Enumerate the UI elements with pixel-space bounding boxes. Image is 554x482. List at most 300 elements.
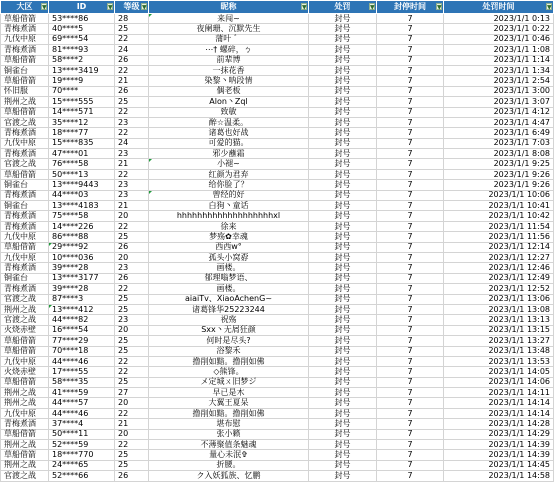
cell-level[interactable]: 22	[115, 367, 149, 377]
cell-region[interactable]: 青梅煮酒	[1, 263, 49, 273]
cell-penalty[interactable]: 封号	[309, 460, 377, 470]
cell-penalty-time[interactable]: 2023/1/1 1:34	[444, 65, 554, 75]
filter-dropdown-icon[interactable]: ▼	[108, 4, 113, 11]
cell-penalty-time[interactable]: 2023/1/1 14:11	[444, 388, 554, 398]
cell-id[interactable]: 77****29	[49, 336, 115, 346]
cell-id[interactable]: 70****	[49, 86, 115, 96]
cell-penalty-time[interactable]: 2023/1/1 9:26	[444, 169, 554, 179]
cell-id[interactable]: 52****59	[49, 440, 115, 450]
cell-region[interactable]: 铜雀台	[1, 201, 49, 211]
cell-ban-duration[interactable]: 7	[377, 14, 444, 24]
cell-penalty[interactable]: 封号	[309, 76, 377, 86]
cell-region[interactable]: 青梅煮酒	[1, 149, 49, 159]
cell-nickname[interactable]: 孤头小窝孬	[149, 252, 309, 262]
cell-level[interactable]: 27	[115, 388, 149, 398]
cell-penalty-time[interactable]: 2023/1/1 4:47	[444, 117, 554, 127]
cell-nickname[interactable]: 偶老板	[149, 86, 309, 96]
cell-nickname[interactable]: 小褪~	[149, 159, 309, 169]
cell-level[interactable]: 25	[115, 346, 149, 356]
cell-penalty[interactable]: 封号	[309, 97, 377, 107]
cell-level[interactable]: 21	[115, 76, 149, 86]
cell-nickname[interactable]: 蒲叶 ゛	[149, 34, 309, 44]
cell-id[interactable]: 16****54	[49, 325, 115, 335]
cell-ban-duration[interactable]: 7	[377, 86, 444, 96]
cell-penalty[interactable]: 封号	[309, 169, 377, 179]
cell-level[interactable]: 25	[115, 232, 149, 242]
cell-id[interactable]: 44****57	[49, 398, 115, 408]
cell-id[interactable]: 52****66	[49, 471, 115, 481]
cell-nickname[interactable]: 梦殇✿幸魂	[149, 232, 309, 242]
cell-id[interactable]: 37****4	[49, 419, 115, 429]
cell-level[interactable]: 22	[115, 65, 149, 75]
cell-penalty[interactable]: 封号	[309, 388, 377, 398]
cell-penalty[interactable]: 封号	[309, 284, 377, 294]
cell-ban-duration[interactable]: 7	[377, 304, 444, 314]
cell-penalty-time[interactable]: 2023/1/1 3:00	[444, 86, 554, 96]
cell-penalty[interactable]: 封号	[309, 336, 377, 346]
cell-level[interactable]: 25	[115, 460, 149, 470]
cell-level[interactable]: 25	[115, 304, 149, 314]
cell-penalty-time[interactable]: 2023/1/1 12:52	[444, 284, 554, 294]
cell-id[interactable]: 47****01	[49, 149, 115, 159]
cell-penalty[interactable]: 封号	[309, 377, 377, 387]
cell-ban-duration[interactable]: 7	[377, 128, 444, 138]
cell-penalty[interactable]: 封号	[309, 242, 377, 252]
cell-penalty-time[interactable]: 2023/1/1 13:27	[444, 336, 554, 346]
cell-penalty-time[interactable]: 2023/1/1 14:06	[444, 377, 554, 387]
cell-nickname[interactable]: 画楼。	[149, 284, 309, 294]
filter-dropdown-icon[interactable]: ▼	[370, 4, 375, 11]
cell-penalty[interactable]: 封号	[309, 138, 377, 148]
cell-penalty-time[interactable]: 2023/1/1 13:06	[444, 294, 554, 304]
cell-id[interactable]: 58****35	[49, 377, 115, 387]
cell-penalty[interactable]: 封号	[309, 304, 377, 314]
filter-dropdown-icon[interactable]: ▼	[142, 4, 147, 11]
cell-ban-duration[interactable]: 7	[377, 232, 444, 242]
cell-level[interactable]: 20	[115, 325, 149, 335]
cell-penalty-time[interactable]: 2023/1/1 1:14	[444, 55, 554, 65]
cell-penalty[interactable]: 封号	[309, 294, 377, 304]
cell-region[interactable]: 青梅煮酒	[1, 211, 49, 221]
cell-ban-duration[interactable]: 7	[377, 408, 444, 418]
cell-penalty-time[interactable]: 2023/1/1 12:46	[444, 263, 554, 273]
cell-region[interactable]: 官渡之战	[1, 315, 49, 325]
cell-level[interactable]: 26	[115, 242, 149, 252]
cell-region[interactable]: 九伐中原	[1, 232, 49, 242]
cell-penalty-time[interactable]: 2023/1/1 13:08	[444, 304, 554, 314]
cell-nickname[interactable]: 诸葛也好战	[149, 128, 309, 138]
cell-penalty-time[interactable]: 2023/1/1 14:39	[444, 440, 554, 450]
cell-nickname[interactable]: 前辈博	[149, 55, 309, 65]
filter-dropdown-icon[interactable]: ▼	[547, 4, 552, 11]
cell-id[interactable]: 13****3177	[49, 273, 115, 283]
cell-ban-duration[interactable]: 7	[377, 180, 444, 190]
cell-level[interactable]: 22	[115, 221, 149, 231]
cell-penalty-time[interactable]: 2023/1/1 12:49	[444, 273, 554, 283]
cell-penalty[interactable]: 封号	[309, 398, 377, 408]
cell-ban-duration[interactable]: 7	[377, 284, 444, 294]
cell-penalty[interactable]: 封号	[309, 232, 377, 242]
cell-penalty[interactable]: 封号	[309, 201, 377, 211]
cell-id[interactable]: 29****92	[49, 242, 115, 252]
cell-nickname[interactable]: 郁理嗡梦语、	[149, 273, 309, 283]
cell-penalty-time[interactable]: 2023/1/1 14:39	[444, 450, 554, 460]
cell-ban-duration[interactable]: 7	[377, 159, 444, 169]
cell-level[interactable]: 24	[115, 45, 149, 55]
cell-ban-duration[interactable]: 7	[377, 252, 444, 262]
cell-ban-duration[interactable]: 7	[377, 242, 444, 252]
cell-ban-duration[interactable]: 7	[377, 221, 444, 231]
cell-level[interactable]: 22	[115, 169, 149, 179]
cell-penalty[interactable]: 封号	[309, 45, 377, 55]
cell-nickname[interactable]: 一抹花香	[149, 65, 309, 75]
cell-nickname[interactable]: 撸削如黯。撸削如佛	[149, 356, 309, 366]
cell-nickname[interactable]: 给你脸了？	[149, 180, 309, 190]
cell-id[interactable]: 24****65	[49, 460, 115, 470]
cell-level[interactable]: 23	[115, 117, 149, 127]
cell-ban-duration[interactable]: 7	[377, 201, 444, 211]
cell-id[interactable]: 44****82	[49, 315, 115, 325]
cell-level[interactable]: 22	[115, 440, 149, 450]
cell-id[interactable]: 14****571	[49, 107, 115, 117]
cell-id[interactable]: 39****28	[49, 263, 115, 273]
cell-id[interactable]: 13****9443	[49, 180, 115, 190]
cell-penalty-time[interactable]: 2023/1/1 10:06	[444, 190, 554, 200]
cell-ban-duration[interactable]: 7	[377, 367, 444, 377]
cell-penalty[interactable]: 封号	[309, 356, 377, 366]
cell-ban-duration[interactable]: 7	[377, 76, 444, 86]
cell-penalty[interactable]: 封号	[309, 346, 377, 356]
cell-penalty-time[interactable]: 2023/1/1 13:53	[444, 356, 554, 366]
cell-penalty-time[interactable]: 2023/1/1 2:54	[444, 76, 554, 86]
cell-penalty[interactable]: 封号	[309, 24, 377, 34]
cell-penalty[interactable]: 封号	[309, 429, 377, 439]
cell-penalty[interactable]: 封号	[309, 14, 377, 24]
cell-ban-duration[interactable]: 7	[377, 263, 444, 273]
cell-penalty-time[interactable]: 2023/1/1 11:56	[444, 232, 554, 242]
cell-ban-duration[interactable]: 7	[377, 429, 444, 439]
cell-penalty-time[interactable]: 2023/1/1 0:13	[444, 14, 554, 24]
cell-level[interactable]: 22	[115, 284, 149, 294]
cell-region[interactable]: 九伐中原	[1, 34, 49, 44]
cell-penalty-time[interactable]: 2023/1/1 12:27	[444, 252, 554, 262]
header-nickname[interactable]: 昵称 ▼	[149, 1, 309, 14]
cell-ban-duration[interactable]: 7	[377, 450, 444, 460]
cell-penalty-time[interactable]: 2023/1/1 9:25	[444, 159, 554, 169]
cell-ban-duration[interactable]: 7	[377, 273, 444, 283]
cell-nickname[interactable]: 染黎丶呐段情	[149, 76, 309, 86]
cell-nickname[interactable]: 张小籁	[149, 429, 309, 439]
cell-nickname[interactable]: 徐来	[149, 221, 309, 231]
cell-region[interactable]: 荆州之战	[1, 304, 49, 314]
cell-penalty-time[interactable]: 2023/1/1 0:22	[444, 24, 554, 34]
cell-region[interactable]: 草船借箭	[1, 55, 49, 65]
cell-id[interactable]: 17****55	[49, 367, 115, 377]
cell-ban-duration[interactable]: 7	[377, 55, 444, 65]
cell-penalty-time[interactable]: 2023/1/1 6:49	[444, 128, 554, 138]
cell-penalty-time[interactable]: 2023/1/1 13:15	[444, 325, 554, 335]
cell-nickname[interactable]: 早已是木	[149, 388, 309, 398]
cell-id[interactable]: 70****18	[49, 346, 115, 356]
cell-region[interactable]: 青梅煮酒	[1, 284, 49, 294]
cell-level[interactable]: 23	[115, 263, 149, 273]
cell-level[interactable]: 23	[115, 180, 149, 190]
cell-ban-duration[interactable]: 7	[377, 294, 444, 304]
cell-penalty[interactable]: 封号	[309, 221, 377, 231]
cell-nickname[interactable]: ク入妖狐族、忆鹏	[149, 471, 309, 481]
cell-level[interactable]: 26	[115, 86, 149, 96]
cell-penalty[interactable]: 封号	[309, 117, 377, 127]
cell-ban-duration[interactable]: 7	[377, 65, 444, 75]
cell-level[interactable]: 20	[115, 252, 149, 262]
cell-nickname[interactable]: 撸削如黯。撸削如佛	[149, 408, 309, 418]
cell-penalty[interactable]: 封号	[309, 86, 377, 96]
cell-penalty[interactable]: 封号	[309, 107, 377, 117]
cell-penalty-time[interactable]: 2023/1/1 14:05	[444, 367, 554, 377]
cell-ban-duration[interactable]: 7	[377, 169, 444, 179]
cell-id[interactable]: 13****4183	[49, 201, 115, 211]
cell-penalty[interactable]: 封号	[309, 471, 377, 481]
cell-ban-duration[interactable]: 7	[377, 34, 444, 44]
cell-nickname[interactable]: 醉☆温柔。	[149, 117, 309, 127]
cell-id[interactable]: 15****835	[49, 138, 115, 148]
cell-nickname[interactable]: 白狗丶童话	[149, 201, 309, 211]
cell-region[interactable]: 草船借箭	[1, 450, 49, 460]
cell-nickname[interactable]: hhhhhhhhhhhhhhhhhhhxl	[149, 211, 309, 221]
cell-ban-duration[interactable]: 7	[377, 377, 444, 387]
cell-nickname[interactable]: ◇熊锋。	[149, 367, 309, 377]
header-ban-duration[interactable]: 封停时间 ▼	[377, 1, 444, 14]
cell-id[interactable]: 76****58	[49, 159, 115, 169]
cell-region[interactable]: 草船借箭	[1, 377, 49, 387]
cell-id[interactable]: 75****58	[49, 211, 115, 221]
cell-level[interactable]: 22	[115, 128, 149, 138]
cell-region[interactable]: 草船借箭	[1, 107, 49, 117]
cell-nickname[interactable]: 曾经的好	[149, 190, 309, 200]
cell-level[interactable]: 26	[115, 55, 149, 65]
header-region[interactable]: 大区 ▼	[1, 1, 49, 14]
cell-level[interactable]: 22	[115, 107, 149, 117]
cell-nickname[interactable]: aiaiTv、XiaoAchenG~	[149, 294, 309, 304]
cell-region[interactable]: 九伐中原	[1, 356, 49, 366]
cell-ban-duration[interactable]: 7	[377, 325, 444, 335]
cell-level[interactable]: 25	[115, 24, 149, 34]
cell-ban-duration[interactable]: 7	[377, 107, 444, 117]
cell-region[interactable]: 官渡之战	[1, 117, 49, 127]
cell-region[interactable]: 青梅煮酒	[1, 221, 49, 231]
cell-region[interactable]: 铜雀台	[1, 180, 49, 190]
cell-region[interactable]: 九伐中原	[1, 408, 49, 418]
cell-ban-duration[interactable]: 7	[377, 97, 444, 107]
cell-ban-duration[interactable]: 7	[377, 336, 444, 346]
cell-penalty[interactable]: 封号	[309, 440, 377, 450]
cell-region[interactable]: 铜雀台	[1, 273, 49, 283]
cell-penalty[interactable]: 封号	[309, 211, 377, 221]
cell-level[interactable]: 21	[115, 201, 149, 211]
cell-nickname[interactable]: 西西w°	[149, 242, 309, 252]
cell-id[interactable]: 69****54	[49, 34, 115, 44]
cell-region[interactable]: 青梅煮酒	[1, 128, 49, 138]
cell-id[interactable]: 81****93	[49, 45, 115, 55]
cell-level[interactable]: 21	[115, 159, 149, 169]
cell-penalty[interactable]: 封号	[309, 367, 377, 377]
cell-penalty[interactable]: 封号	[309, 408, 377, 418]
header-penalty[interactable]: 处罚 ▼	[309, 1, 377, 14]
cell-ban-duration[interactable]: 7	[377, 117, 444, 127]
cell-id[interactable]: 35****12	[49, 117, 115, 127]
cell-region[interactable]: 官渡之战	[1, 471, 49, 481]
cell-id[interactable]: 15****555	[49, 97, 115, 107]
cell-penalty[interactable]: 封号	[309, 273, 377, 283]
cell-ban-duration[interactable]: 7	[377, 388, 444, 398]
cell-region[interactable]: 草船借箭	[1, 346, 49, 356]
cell-level[interactable]: 25	[115, 450, 149, 460]
cell-penalty[interactable]: 封号	[309, 263, 377, 273]
cell-ban-duration[interactable]: 7	[377, 471, 444, 481]
cell-id[interactable]: 44****46	[49, 408, 115, 418]
cell-region[interactable]: 铜雀台	[1, 65, 49, 75]
cell-penalty[interactable]: 封号	[309, 180, 377, 190]
cell-penalty[interactable]: 封号	[309, 128, 377, 138]
cell-penalty[interactable]: 封号	[309, 159, 377, 169]
cell-level[interactable]: 26	[115, 273, 149, 283]
cell-id[interactable]: 53****86	[49, 14, 115, 24]
cell-nickname[interactable]: 大翼王夏呆	[149, 398, 309, 408]
cell-level[interactable]: 22	[115, 34, 149, 44]
cell-penalty-time[interactable]: 2023/1/1 1:08	[444, 45, 554, 55]
cell-level[interactable]: 26	[115, 471, 149, 481]
cell-id[interactable]: 39****28	[49, 284, 115, 294]
cell-penalty-time[interactable]: 2023/1/1 13:48	[444, 346, 554, 356]
cell-penalty-time[interactable]: 2023/1/1 10:41	[444, 201, 554, 211]
cell-level[interactable]: 24	[115, 138, 149, 148]
cell-penalty-time[interactable]: 2023/1/1 14:14	[444, 408, 554, 418]
cell-region[interactable]: 草船借箭	[1, 14, 49, 24]
cell-level[interactable]: 23	[115, 190, 149, 200]
cell-id[interactable]: 10****036	[49, 252, 115, 262]
cell-penalty[interactable]: 封号	[309, 325, 377, 335]
cell-nickname[interactable]: 堪布慰	[149, 419, 309, 429]
cell-nickname[interactable]: 邪少蘸霜	[149, 149, 309, 159]
cell-nickname[interactable]: 不薄聚值条魅魂	[149, 440, 309, 450]
cell-penalty-time[interactable]: 2023/1/1 7:03	[444, 138, 554, 148]
cell-ban-duration[interactable]: 7	[377, 24, 444, 34]
cell-region[interactable]: 青梅煮酒	[1, 190, 49, 200]
cell-nickname[interactable]: 浴黎禾	[149, 346, 309, 356]
cell-penalty[interactable]: 封号	[309, 149, 377, 159]
cell-region[interactable]: 荆州之战	[1, 398, 49, 408]
cell-ban-duration[interactable]: 7	[377, 419, 444, 429]
cell-id[interactable]: 58****2	[49, 55, 115, 65]
cell-region[interactable]: 荆州之战	[1, 440, 49, 450]
cell-ban-duration[interactable]: 7	[377, 315, 444, 325]
cell-id[interactable]: 41****59	[49, 388, 115, 398]
cell-penalty-time[interactable]: 2023/1/1 14:29	[444, 429, 554, 439]
cell-penalty[interactable]: 封号	[309, 65, 377, 75]
cell-region[interactable]: 草船借箭	[1, 169, 49, 179]
cell-ban-duration[interactable]: 7	[377, 138, 444, 148]
cell-nickname[interactable]: Sxx丶无屑狂颜	[149, 325, 309, 335]
cell-level[interactable]: 23	[115, 315, 149, 325]
cell-nickname[interactable]: 来闯~	[149, 14, 309, 24]
cell-nickname[interactable]: メ定城ㄨ旧梦ジ	[149, 377, 309, 387]
cell-level[interactable]: 28	[115, 14, 149, 24]
cell-region[interactable]: 火烧赤壁	[1, 325, 49, 335]
cell-ban-duration[interactable]: 7	[377, 346, 444, 356]
cell-id[interactable]: 14****226	[49, 221, 115, 231]
cell-ban-duration[interactable]: 7	[377, 149, 444, 159]
cell-nickname[interactable]: Alon丶Zql	[149, 97, 309, 107]
cell-penalty[interactable]: 封号	[309, 252, 377, 262]
cell-penalty-time[interactable]: 2023/1/1 13:13	[444, 315, 554, 325]
cell-id[interactable]: 50****11	[49, 429, 115, 439]
cell-region[interactable]: 九伐中原	[1, 252, 49, 262]
cell-ban-duration[interactable]: 7	[377, 356, 444, 366]
cell-nickname[interactable]: 致敏	[149, 107, 309, 117]
cell-penalty[interactable]: 封号	[309, 419, 377, 429]
cell-region[interactable]: 青梅煮酒	[1, 419, 49, 429]
cell-region[interactable]: 官渡之战	[1, 294, 49, 304]
cell-id[interactable]: 50****13	[49, 169, 115, 179]
cell-level[interactable]: 21	[115, 419, 149, 429]
cell-region[interactable]: 官渡之战	[1, 159, 49, 169]
cell-id[interactable]: 13****412	[49, 304, 115, 314]
cell-penalty-time[interactable]: 2023/1/1 0:46	[444, 34, 554, 44]
cell-penalty[interactable]: 封号	[309, 315, 377, 325]
header-id[interactable]: ID ▼	[49, 1, 115, 14]
cell-level[interactable]: 23	[115, 149, 149, 159]
cell-nickname[interactable]: 折腰。	[149, 460, 309, 470]
cell-nickname[interactable]: 画楼。	[149, 263, 309, 273]
cell-level[interactable]: 20	[115, 398, 149, 408]
cell-id[interactable]: 13****3419	[49, 65, 115, 75]
cell-id[interactable]: 44****46	[49, 356, 115, 366]
cell-region[interactable]: 草船借箭	[1, 336, 49, 346]
filter-dropdown-icon[interactable]: ▼	[42, 4, 47, 11]
cell-nickname[interactable]: 祝殇	[149, 315, 309, 325]
cell-region[interactable]: 荆州之战	[1, 460, 49, 470]
cell-id[interactable]: 19****9	[49, 76, 115, 86]
cell-region[interactable]: 青梅煮酒	[1, 24, 49, 34]
cell-ban-duration[interactable]: 7	[377, 45, 444, 55]
cell-penalty-time[interactable]: 2023/1/1 14:28	[444, 419, 554, 429]
cell-level[interactable]: 22	[115, 408, 149, 418]
cell-ban-duration[interactable]: 7	[377, 211, 444, 221]
cell-id[interactable]: 44****03	[49, 190, 115, 200]
cell-level[interactable]: 22	[115, 356, 149, 366]
cell-penalty-time[interactable]: 2023/1/1 12:14	[444, 242, 554, 252]
cell-nickname[interactable]: 何时是尽头?	[149, 336, 309, 346]
cell-nickname[interactable]: ⋯† 螺碎，ㄅ	[149, 45, 309, 55]
cell-penalty[interactable]: 封号	[309, 55, 377, 65]
cell-region[interactable]: 荆州之战	[1, 388, 49, 398]
cell-region[interactable]: 草船借箭	[1, 76, 49, 86]
header-penalty-time[interactable]: 处罚时间 ▼	[444, 1, 554, 14]
cell-nickname[interactable]: 可爱的猫。	[149, 138, 309, 148]
cell-region[interactable]: 草船借箭	[1, 242, 49, 252]
cell-id[interactable]: 86****88	[49, 232, 115, 242]
cell-region[interactable]: 怀旧服	[1, 86, 49, 96]
cell-id[interactable]: 18****77	[49, 128, 115, 138]
cell-penalty-time[interactable]: 2023/1/1 14:45	[444, 460, 554, 470]
cell-level[interactable]: 25	[115, 377, 149, 387]
cell-id[interactable]: 18****770	[49, 450, 115, 460]
cell-id[interactable]: 40****5	[49, 24, 115, 34]
cell-region[interactable]: 青梅煮酒	[1, 45, 49, 55]
cell-penalty[interactable]: 封号	[309, 450, 377, 460]
cell-penalty[interactable]: 封号	[309, 190, 377, 200]
cell-penalty-time[interactable]: 2023/1/1 9:26	[444, 180, 554, 190]
